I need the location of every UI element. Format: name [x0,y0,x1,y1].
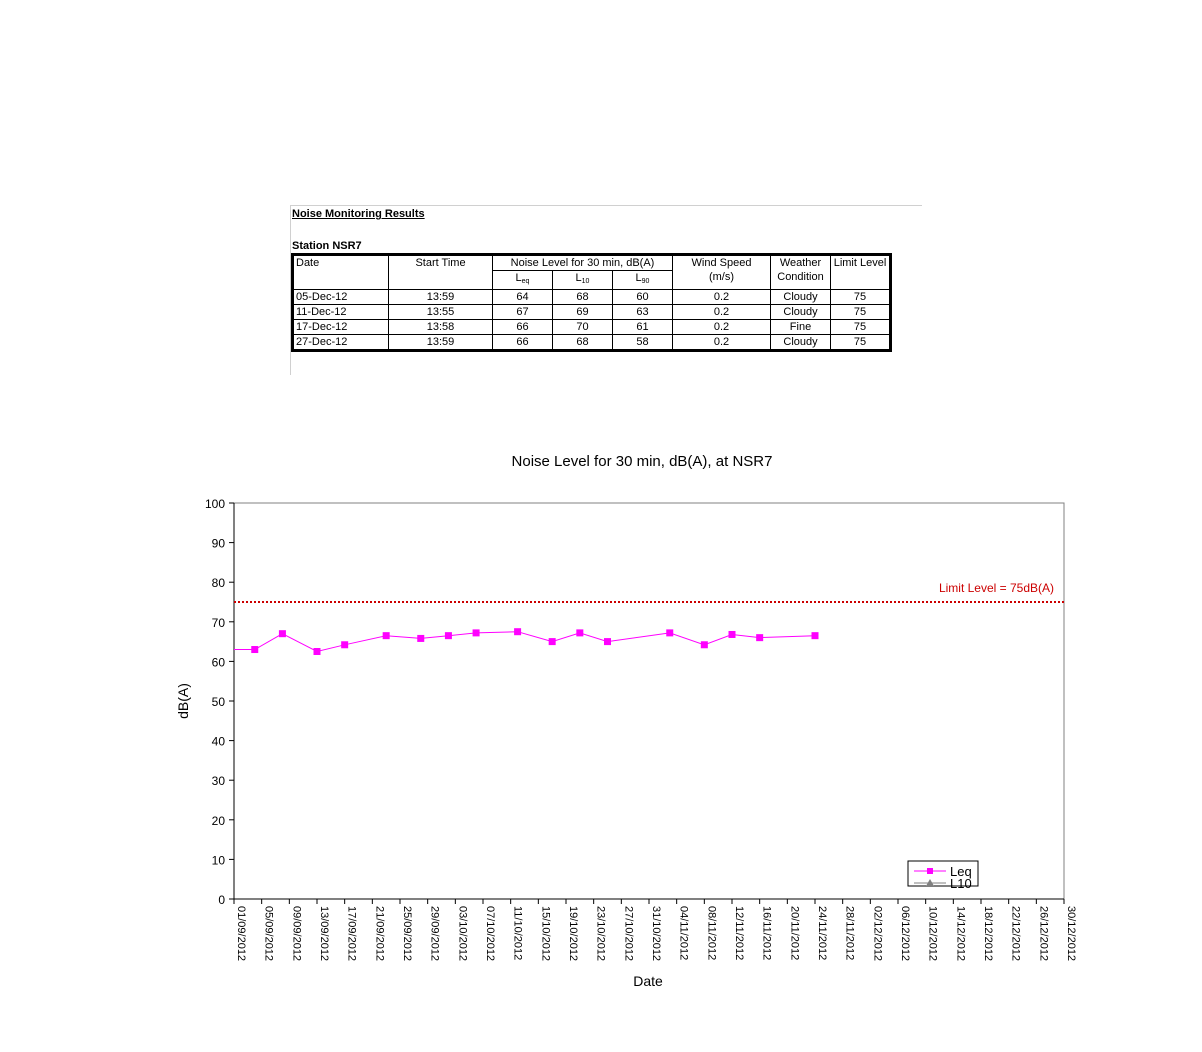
y-tick-label: 50 [211,695,225,709]
y-tick-label: 60 [211,655,225,670]
series-leq-point [576,629,583,636]
y-axis [205,497,234,907]
series-leq-point [729,631,736,638]
y-tick-label: 20 [211,813,225,828]
series-layer [220,628,818,655]
header-noise-level: Noise Level for 30 min, dB(A) [493,255,673,271]
cell-date: 05-Dec-12 [293,290,389,305]
legend-l10-label: L10 [950,876,972,891]
x-tick-label: 15/10/2012 [539,906,552,962]
x-tick-label: 29/09/2012 [428,906,441,962]
cell-weather: Cloudy [771,335,831,351]
cell-l90: 58 [613,335,673,351]
x-tick-label: 26/12/2012 [1037,906,1050,962]
cell-l10: 68 [553,335,613,351]
x-tick-label: 27/10/2012 [622,906,635,962]
x-tick-label: 16/11/2012 [760,906,773,961]
x-tick-label: 25/09/2012 [401,906,413,962]
header-weather-line2: Condition [777,271,824,283]
header-leq-sub: eq [521,278,530,285]
cell-weather: Cloudy [771,305,831,320]
x-tick-label: 10/12/2012 [926,906,939,962]
cell-l10: 70 [553,320,613,335]
cell-l90: 61 [613,320,673,335]
series-leq-point [473,629,480,636]
cell-date: 27-Dec-12 [293,335,389,351]
x-tick-label: 14/12/2012 [954,906,967,962]
y-tick-label: 100 [204,497,225,511]
series-leq-point [701,641,708,648]
header-l10-main: L [575,272,582,284]
x-tick-label: 24/11/2012 [816,906,828,961]
cell-wind: 0.2 [673,290,771,305]
series-leq-point [341,641,348,648]
x-tick-label: 13/09/2012 [318,906,330,962]
cell-wind: 0.2 [673,305,771,320]
cell-weather: Fine [771,320,831,335]
x-tick-label: 07/10/2012 [484,906,496,962]
series-leq-point [417,635,424,642]
header-l90-main: L [635,272,642,284]
cell-start-time: 13:59 [389,335,493,351]
y-tick-label: 0 [218,893,225,907]
x-tick-label: 22/12/2012 [1009,906,1022,962]
header-limit-level: Limit Level [831,255,891,290]
x-tick-label: 11/10/2012 [511,906,524,961]
legend [908,861,978,891]
x-tick-label: 06/12/2012 [899,906,911,962]
header-wind-line1: Wind Speed [691,257,752,269]
x-tick-label: 31/10/2012 [650,906,662,962]
series-leq-point [666,629,673,636]
y-tick-label: 40 [211,734,225,749]
x-tick-label: 19/10/2012 [567,906,579,962]
x-tick-label: 23/10/2012 [594,906,607,962]
header-wind-line2: (m/s) [708,271,735,283]
x-tick-label: 02/12/2012 [871,906,884,962]
cell-limit: 75 [831,335,891,351]
series-leq-point [812,632,819,639]
cell-wind: 0.2 [673,320,771,335]
cell-leq: 66 [493,320,553,335]
x-tick-label: 30/12/2012 [1065,906,1077,962]
series-leq-point [279,630,286,637]
cell-leq: 64 [493,290,553,305]
series-leq-point [445,632,452,639]
cell-l10: 68 [553,290,613,305]
cell-wind: 0.2 [673,335,771,351]
x-tick-label: 17/09/2012 [345,906,358,962]
y-tick-label: 70 [211,615,225,630]
y-axis-label: dB(A) [175,683,191,719]
series-leq-point [251,646,258,653]
cell-leq: 67 [493,305,553,320]
x-tick-label: 09/09/2012 [290,906,303,962]
x-tick-label: 18/12/2012 [982,906,994,962]
legend-leq-label: Leq [950,864,972,879]
plot-area [234,503,1064,899]
x-tick-label: 01/09/2012 [235,906,247,962]
chart-title: Noise Level for 30 min, dB(A), at NSR7 [511,453,773,470]
series-leq-point [514,628,521,635]
x-tick-label: 28/11/2012 [843,906,856,961]
x-tick-label: 20/11/2012 [788,906,801,961]
series-leq-point [756,634,763,641]
cell-limit: 75 [831,305,891,320]
header-l90-sub: 90 [641,278,650,285]
y-tick-label: 90 [211,536,225,551]
y-tick-label: 30 [211,774,225,789]
limit-line-label: Limit Level = 75dB(A) [938,581,1054,595]
header-l10-sub: 10 [581,278,590,285]
x-tick-label: 21/09/2012 [373,906,386,962]
cell-weather: Cloudy [771,290,831,305]
legend-leq-marker [927,868,933,874]
series-leq-point [604,638,611,645]
x-tick-label: 08/11/2012 [705,906,718,961]
header-weather-line1: Weather [779,257,822,269]
cell-start-time: 13:58 [389,320,493,335]
cell-date: 11-Dec-12 [293,305,389,320]
station-title: Station NSR7 [292,240,362,252]
y-tick-label: 10 [211,853,225,868]
header-start-time: Start Time [389,255,493,290]
x-axis [234,899,1077,961]
cell-start-time: 13:55 [389,305,493,320]
report-title: Noise Monitoring Results [292,208,425,220]
cell-l90: 60 [613,290,673,305]
cell-l10: 69 [553,305,613,320]
x-tick-label: 04/11/2012 [677,906,690,961]
cell-date: 17-Dec-12 [293,320,389,335]
x-tick-label: 05/09/2012 [262,906,275,962]
y-tick-label: 80 [211,576,225,591]
series-leq-point [549,638,556,645]
series-leq-point [314,648,321,655]
cell-limit: 75 [831,320,891,335]
x-tick-label: 12/11/2012 [733,906,745,961]
cell-l90: 63 [613,305,673,320]
header-leq-main: L [515,272,522,284]
x-tick-label: 03/10/2012 [456,906,469,962]
cell-limit: 75 [831,290,891,305]
cell-start-time: 13:59 [389,290,493,305]
header-date: Date [293,255,389,290]
x-axis-label: Date [633,973,663,989]
series-leq-point [383,632,390,639]
cell-leq: 66 [493,335,553,351]
